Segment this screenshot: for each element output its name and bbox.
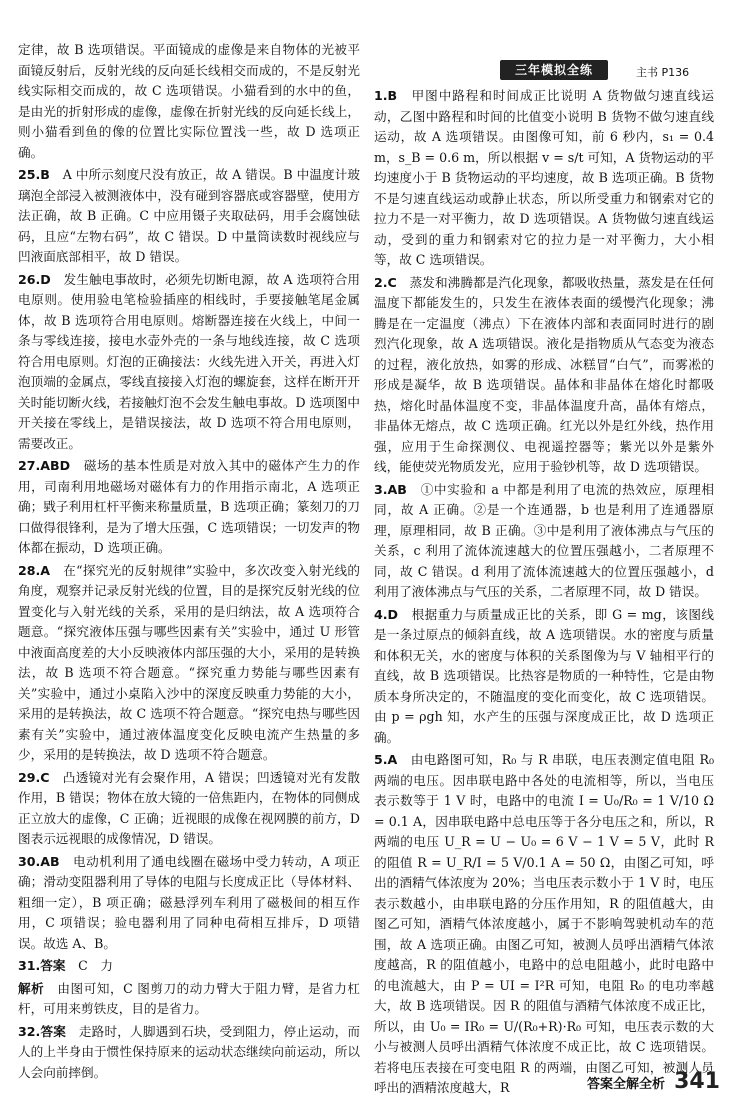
answer-text: C 力 bbox=[78, 958, 113, 973]
answer-text: A 中所示刻度尺没有放正，故 A 错误。B 中温度计玻璃泡全部浸入被测液体中，没有碰到容器底或容器壁，使用方法正确，故 B 正确。C 中应用镊子夹取砝码，用手会腐蚀砝码，且应“左物右码”，故 C 错误。D 中量筒读数时视线应与凹液面底部相平，故 D 错误。 bbox=[18, 167, 360, 264]
answer-text: 在“探究光的反射规律”实验中，多次改变入射光线的角度，观察并记录反射光线的位置，目的是探究反射光线的位置变化与入射光线的关系，采用的是归纳法，故 A 选项符合题意。“探究液体压强与哪些因素有关”实验中，通过 U 形管中液面高度差的大小反映液体内部压强的大小，采用的是转换法，故 B 选项不符合题意。“探究重力势能与哪些因素有关”实验中，通过小桌陷入沙中的深度反映重力势能的大小，采用的是转换法，故 C 选项不符合题意。“探究电热与哪些因素有关”实验中，通过液体温度变化反映电流产生热量的多少，采用的是转换法，故 D 选项不符合题意。 bbox=[18, 562, 360, 762]
answer-number: 1.B bbox=[374, 88, 398, 103]
main-book-reference: 主书 P136 bbox=[636, 66, 690, 79]
left-column bbox=[18, 40, 360, 1085]
answer-paragraph bbox=[18, 1022, 360, 1084]
answer-text: 凸透镜对光有会聚作用，A 错误；凹透镜对光有发散作用，B 错误；物体在放大镜的一倍焦距内，在物体的同侧成正立放大的虚像，C 正确；近视眼的成像在视网膜的前方，D 图表示远视眼的成像情况，D 错误。 bbox=[18, 769, 360, 846]
answer-paragraph bbox=[18, 270, 360, 455]
answer-text: 发生触电事故时，必须先切断电源，故 A 选项符合用电原则。使用验电笔检验插座的相线时，手要接触笔尾金属体，故 B 选项符合用电原则。熔断器连接在火线上，中间一条与零线连接，接电水壶外壳的一条与地线连接，故 C 选项符合用电原则。灯泡的正确接法：火线先进入开关，再进入灯泡顶端的金属点，零线直接接入灯泡的螺旋套，这样在断开开关时能切断火线，若接触灯泡不会发生触电事故。D 选项图中开关接在零线上，是错误接法，故 D 选项不符合用电原则，需要改正。 bbox=[18, 271, 360, 451]
answer-text: 磁场的基本性质是对放入其中的磁体产生力的作用，司南利用地磁场对磁体有力的作用指示南北，A 选项正确；戥子利用杠杆平衡来称量质量，B 选项正确；篆刻刀的刀口做得很锋利，是为了增大压强，C 选项错误；一切发声的物体都在振动，D 选项正确。 bbox=[18, 458, 361, 555]
answer-paragraph bbox=[374, 86, 714, 271]
answer-number: 5.A bbox=[374, 752, 398, 767]
right-column bbox=[374, 86, 714, 1101]
answer-paragraph bbox=[18, 561, 360, 766]
answer-number: 28.A bbox=[18, 562, 51, 578]
section-title: 三年模拟全练 bbox=[500, 60, 608, 80]
answer-text: 根据重力与质量成正比的关系，即 G = mg，该图线是一条过原点的倾斜直线，故 A 选项错误。水的密度与质量和体积无关，水的密度与体积的关系图像为与 V 轴相平行的直线，故 B 选项错误。比热容是物质的一种特性，它是由物质本身所决定的，不随温度的变化而变化，故 C 选项错误。由 p = ρgh 知，水产生的压强与深度成正比，故 D 选项正确。 bbox=[374, 606, 714, 745]
answer-number: 32.答案 bbox=[18, 1023, 67, 1039]
answer-text: 走路时，人脚遇到石块，受到阻力，停止运动，而人的上半身由于惯性保持原来的运动状态继续向前运动，所以人会向前摔倒。 bbox=[18, 1023, 361, 1080]
answer-paragraph bbox=[18, 768, 360, 850]
answer-paragraph bbox=[374, 750, 714, 1099]
answer-paragraph bbox=[18, 852, 360, 955]
answer-number: 29.C bbox=[18, 769, 50, 785]
answer-paragraph bbox=[374, 605, 714, 749]
answer-paragraph bbox=[18, 40, 360, 163]
answer-paragraph bbox=[18, 456, 360, 559]
answer-text: 电动机利用了通电线圈在磁场中受力转动，A 项正确；滑动变阻器利用了导体的电阻与长度成正比（导体材料、粗细一定），B 项正确；磁悬浮列车利用了磁极间的相互作用，C 项错误；验电器利用了同种电荷相互排斥，D 项错误。故选 A、B。 bbox=[18, 853, 360, 951]
footer-label: 答案全解全析 bbox=[586, 1077, 665, 1092]
answer-text: 由电路图可知，R₀ 与 R 串联，电压表测定值电阻 R₀ 两端的电压。因串联电路中各处的电流相等，所以，当电压表示数等于 1 V 时，电路中的电流 I = U₀/R₀ = 1 V/10 Ω = 0.1 A，因串联电路中总电压等于各分电压之和，所以，R 两端的电压 U_R = U − U₀ = 6 V − 1 V = 5 V，此时 R 的阻值 R = U_R/I = 5 V/0.1 A = 50 Ω，由图乙可知，呼出的酒精气体浓度为 20%；当电压表示数小于 1 V 时，电压表示数越小，由串联电路的分压作用知，R 的阻值越大，由图乙可知，酒精气体浓度越小，属于不影响驾驶机动车的范围，故 A 选项正确。由图乙可知，被测人员呼出酒精气体浓度越高，R 的阻值越小，电路中的总电阻越小，此时电路中的电流越大，由 P = UI = I²R 可知，电阻 R₀ 的电功率越大，故 B 选项错误。因 R 的阻值与酒精气体浓度不成正比，所以，由 U₀ = IR₀ = U/(R₀+R)·R₀ 可知，电压表示数的大小与被测人员呼出酒精气体浓度不成正比，故 C 选项错误。若将电压表接在可变电阻 R 的两端，由图乙可知，被测人员呼出的酒精浓度越大，R bbox=[374, 752, 715, 1095]
answer-number: 4.D bbox=[374, 606, 399, 622]
answer-number: 解析 bbox=[18, 980, 45, 996]
answer-number: 25.B bbox=[18, 167, 50, 182]
answer-paragraph bbox=[18, 956, 360, 977]
answer-text: ①中实验和 a 中都是利用了电流的热效应，原理相同，故 A 正确。②是一个连通器，b 也是利用了连通器原理，原理相同，故 B 正确。③中是利用了液体沸点与气压的关系，c 利用了流体流速越大的位置压强越小，二者原理不同，故 C 错误。d 利用了流体流速越大的位置压强越小，d 利用了液体沸点与气压的关系，二者原理不同，故 D 错误。 bbox=[374, 481, 715, 599]
answer-text: 蒸发和沸腾都是汽化现象，都吸收热量，蒸发是在任何温度下都能发生的，只发生在液体表面的缓慢汽化现象；沸腾是在一定温度（沸点）下在液体内部和表面同时进行的剧烈汽化现象，故 A 选项错误。液化是指物质从气态变为液态的过程，液化放热，如雾的形成、冰糕冒“白气”，而雾凇的形成是凝华，故 B 选项错误。晶体和非晶体在熔化时都吸热，熔化时晶体温度不变，非晶体温度升高，晶体有熔点，非晶体无熔点，故 C 选项正确。红光以外是红外线，热作用强，应用于生命探测仪、电视遥控器等；紫光以外是紫外线，能使荧光物质发光，应用于验钞机等，故 D 选项错误。 bbox=[374, 274, 715, 474]
answer-text: 由图可知，C 图剪刀的动力臂大于阻力臂，是省力杠杆，可用来剪铁皮，目的是省力。 bbox=[18, 980, 361, 1016]
answer-paragraph bbox=[374, 273, 714, 478]
answer-number: 26.D bbox=[18, 271, 51, 287]
answer-paragraph bbox=[18, 165, 360, 268]
answer-text: 定律，故 B 选项错误。平面镜成的虚像是来自物体的光被平面镜反射后，反射光线的反向延长线相交而成的，不是反射光线实际相交而成的，故 C 选项错误。小猫看到的水中的鱼，是由光的折射形成的虚像，虚像在折射光线的反向延长线上，则小猫看到鱼的像的位置比实际位置浅一些，故 D 选项正确。 bbox=[18, 42, 360, 160]
answer-number: 3.AB bbox=[374, 481, 407, 497]
answer-paragraph bbox=[374, 480, 714, 603]
page-footer bbox=[587, 1069, 720, 1094]
answer-number: 27.ABD bbox=[18, 458, 71, 473]
answer-number: 31.答案 bbox=[18, 958, 66, 973]
answer-number: 30.AB bbox=[18, 853, 60, 869]
answer-text: 甲图中路程和时间成正比说明 A 货物做匀速直线运动，乙图中路程和时间的比值变小说明 B 货物不做匀速直线运动，故 A 选项错误。由图像可知，前 6 秒内，s₁ = 0.4 m，s_B = 0.6 m，所以根据 v = s/t 可知，A 货物运动的平均速度小于 B 货物运动的平均速度，故 B 选项正确。B 货物不是匀速直线运动或静止状态，所以所受重力和钢索对它的拉力不是一对平衡力，故 D 选项错误。A 货物做匀速直线运动，受到的重力和钢索对它的拉力是一对平衡力，大小相等，故 C 选项错误。 bbox=[374, 88, 714, 267]
page-number: 341 bbox=[674, 1069, 720, 1094]
answer-paragraph bbox=[18, 979, 360, 1020]
answer-number: 2.C bbox=[374, 274, 397, 290]
